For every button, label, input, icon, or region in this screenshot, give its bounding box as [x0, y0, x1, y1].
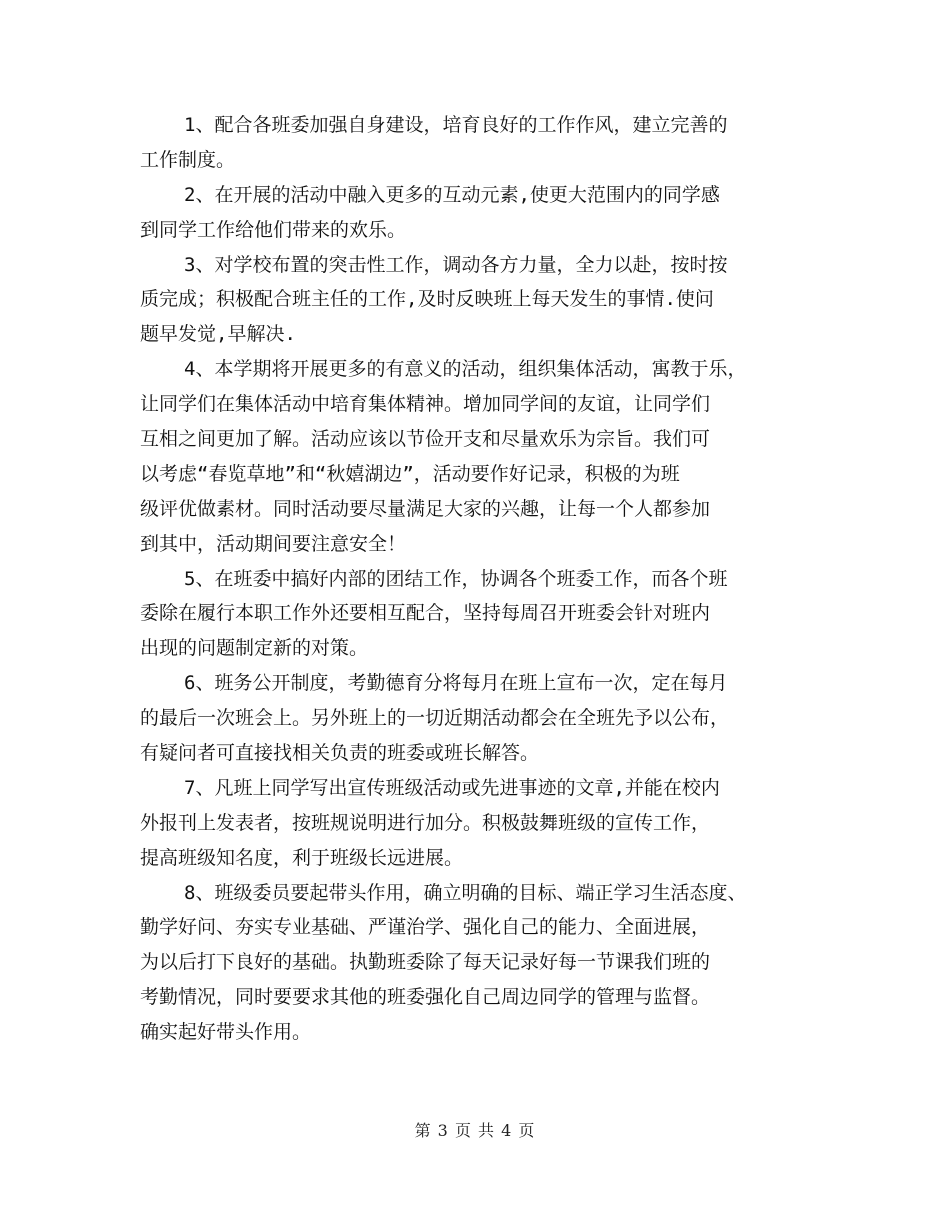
- paragraph-line: 考勤情况，同时要要求其他的班委强化自己周边同学的管理与监督。: [140, 986, 711, 1009]
- paragraph-line: 有疑问者可直接找相关负责的班委或班长解答。: [140, 742, 540, 765]
- paragraph-line: 级评优做素材。同时活动要尽量满足大家的兴趣，让每一个人都参加: [140, 497, 711, 520]
- page-number-footer: 第 3 页 共 4 页: [414, 1121, 536, 1140]
- paragraph-line: 为以后打下良好的基础。执勤班委除了每天记录好每一节课我们班的: [140, 951, 711, 974]
- paragraph-line: 题早发觉,早解决.: [140, 323, 296, 346]
- paragraph-6: [140, 666, 830, 771]
- paragraph-line: 7、凡班上同学写出宣传班级活动或先进事迹的文章,并能在校内: [184, 776, 720, 799]
- document-body: [140, 108, 830, 1050]
- paragraph-line: 委除在履行本职工作外还要相互配合，坚持每周召开班委会针对班内: [140, 602, 711, 625]
- paragraph-line: 出现的问题制定新的对策。: [140, 637, 369, 660]
- paragraph-8: [140, 876, 830, 1050]
- paragraph-line: 质完成；积极配合班主任的工作,及时反映班上每天发生的事情.使问: [140, 288, 714, 311]
- paragraph-1: [140, 108, 830, 178]
- paragraph-line: 以考虑“春览草地”和“秋嬉湖边”，活动要作好记录，积极的为班: [140, 462, 680, 485]
- paragraph-line: 确实起好带头作用。: [140, 1021, 312, 1044]
- paragraph-7: [140, 771, 830, 876]
- paragraph-line: 3、对学校布置的突击性工作，调动各方力量，全力以赴，按时按: [184, 253, 728, 276]
- paragraph-3: [140, 248, 830, 353]
- paragraph-line: 的最后一次班会上。另外班上的一切近期活动都会在全班先予以公布，: [140, 707, 730, 730]
- paragraph-line: 1、配合各班委加强自身建设，培育良好的工作作风，建立完善的: [184, 114, 728, 136]
- paragraph-line: 工作制度。: [140, 148, 236, 171]
- paragraph-line: 提高班级知名度，利于班级长远进展。: [140, 846, 464, 869]
- paragraph-line: 6、班务公开制度，考勤德育分将每月在班上宣布一次，定在每月: [184, 672, 728, 695]
- paragraph-line: 4、本学期将开展更多的有意义的活动，组织集体活动，寓教于乐，: [184, 358, 747, 381]
- paragraph-line: 2、在开展的活动中融入更多的互动元素,使更大范围内的同学感: [184, 183, 720, 206]
- paragraph-line: 到同学工作给他们带来的欢乐。: [140, 218, 407, 241]
- paragraph-line: 让同学们在集体活动中培育集体精神。增加同学间的友谊，让同学们: [140, 393, 711, 416]
- paragraph-5: [140, 562, 830, 667]
- paragraph-2: [140, 178, 830, 248]
- paragraph-line: 到其中，活动期间要注意安全！: [140, 532, 407, 555]
- paragraph-line: 5、在班委中搞好内部的团结工作，协调各个班委工作，而各个班: [184, 567, 728, 590]
- paragraph-line: 外报刊上发表者，按班规说明进行加分。积极鼓舞班级的宣传工作，: [140, 811, 711, 834]
- paragraph-line: 勤学好问、夯实专业基础、严谨治学、强化自己的能力、全面进展，: [140, 916, 711, 939]
- paragraph-4: [140, 352, 830, 561]
- paragraph-line: 8、班级委员要起带头作用，确立明确的目标、端正学习生活态度、: [184, 881, 747, 904]
- paragraph-line: 互相之间更加了解。活动应该以节俭开支和尽量欢乐为宗旨。我们可: [140, 428, 711, 451]
